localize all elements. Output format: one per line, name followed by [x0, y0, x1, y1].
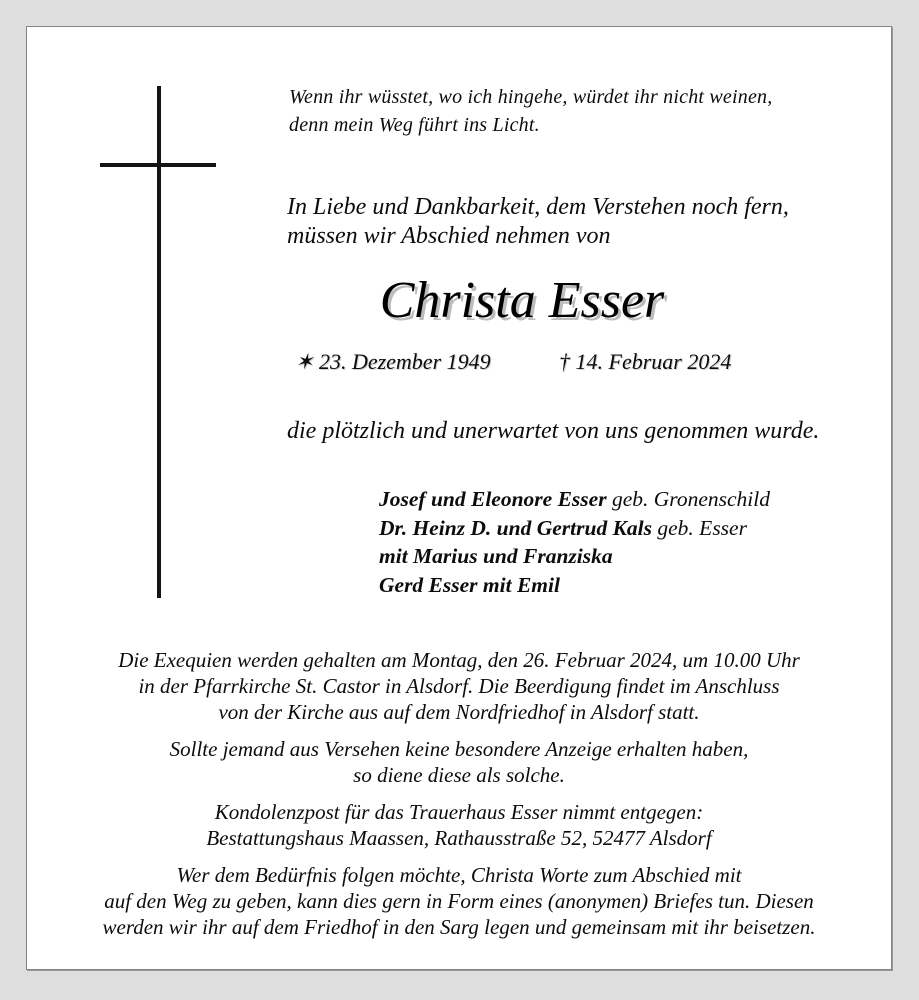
mourner-name: Dr. Heinz D. und Gertrud Kals	[379, 515, 653, 540]
cross-icon-horizontal-bar	[100, 163, 216, 167]
announcement-line: Die Exequien werden gehalten am Montag, den 26. Februar 2024, um 10.00 Uhr	[118, 648, 800, 672]
announcements	[28, 647, 890, 940]
mourner-line	[379, 485, 770, 514]
mourner-suffix: geb. Esser	[652, 515, 747, 540]
announcement-line: Sollte jemand aus Versehen keine besondere Anzeige erhalten haben,	[169, 737, 749, 761]
birth-date	[295, 347, 491, 377]
announcement-line: Kondolenzpost für das Trauerhaus Esser nimmt entgegen:	[214, 800, 704, 824]
mourner-name: Gerd Esser mit Emil	[379, 572, 560, 597]
mourner-name: Josef und Eleonore Esser	[379, 487, 607, 511]
mourner-line	[379, 571, 770, 600]
death-date-text: 14. Februar 2024	[575, 349, 732, 374]
death-dagger-symbol: †	[559, 349, 570, 374]
intro-line: In Liebe und Dankbarkeit, dem Verstehen noch fern,	[287, 194, 789, 220]
obituary-card	[26, 26, 892, 970]
paragraph-anzeige	[28, 736, 890, 788]
announcement-line: werden wir ihr auf dem Friedhof in den Sarg legen und gemeinsam mit ihr beisetzen.	[102, 915, 816, 939]
announcement-line: Wer dem Bedürfnis folgen möchte, Christa Worte zum Abschied mit	[176, 863, 742, 887]
quote-line: denn mein Weg führt ins Licht.	[289, 114, 540, 136]
mourner-line	[379, 542, 770, 571]
announcement-line: in der Pfarrkirche St. Castor in Alsdorf. Die Beerdigung findet im Anschluss	[138, 674, 780, 698]
paragraph-kondolenzpost	[28, 799, 890, 851]
mourner-name: mit Marius und Franziska	[379, 544, 613, 568]
mourners-list	[379, 485, 770, 599]
intro-text	[287, 193, 789, 251]
subline: die plötzlich und unerwartet von uns genommen wurde.	[287, 418, 820, 444]
mourner-line	[379, 514, 770, 543]
opening-quote	[289, 83, 772, 139]
birth-star-symbol: ✶	[295, 349, 314, 374]
mourner-suffix: geb. Gronenschild	[606, 487, 770, 511]
announcement-line: Bestattungshaus Maassen, Rathausstraße 52, 52477 Alsdorf	[206, 826, 712, 850]
quote-line: Wenn ihr wüsstet, wo ich hingehe, würdet ihr nicht weinen,	[289, 86, 773, 108]
announcement-line: von der Kirche aus auf dem Nordfriedhof in Alsdorf statt.	[218, 700, 700, 724]
paragraph-exequien	[28, 647, 890, 725]
announcement-line: auf den Weg zu geben, kann dies gern in Form eines (anonymen) Briefes tun. Diesen	[104, 889, 814, 913]
paragraph-abschiedsworte	[28, 862, 890, 940]
deceased-name: Christa Esser	[379, 272, 665, 329]
announcement-line: so diene diese als solche.	[353, 763, 565, 787]
birth-date-text: 23. Dezember 1949	[318, 349, 491, 374]
intro-line: müssen wir Abschied nehmen von	[287, 223, 611, 249]
death-date	[559, 347, 731, 377]
